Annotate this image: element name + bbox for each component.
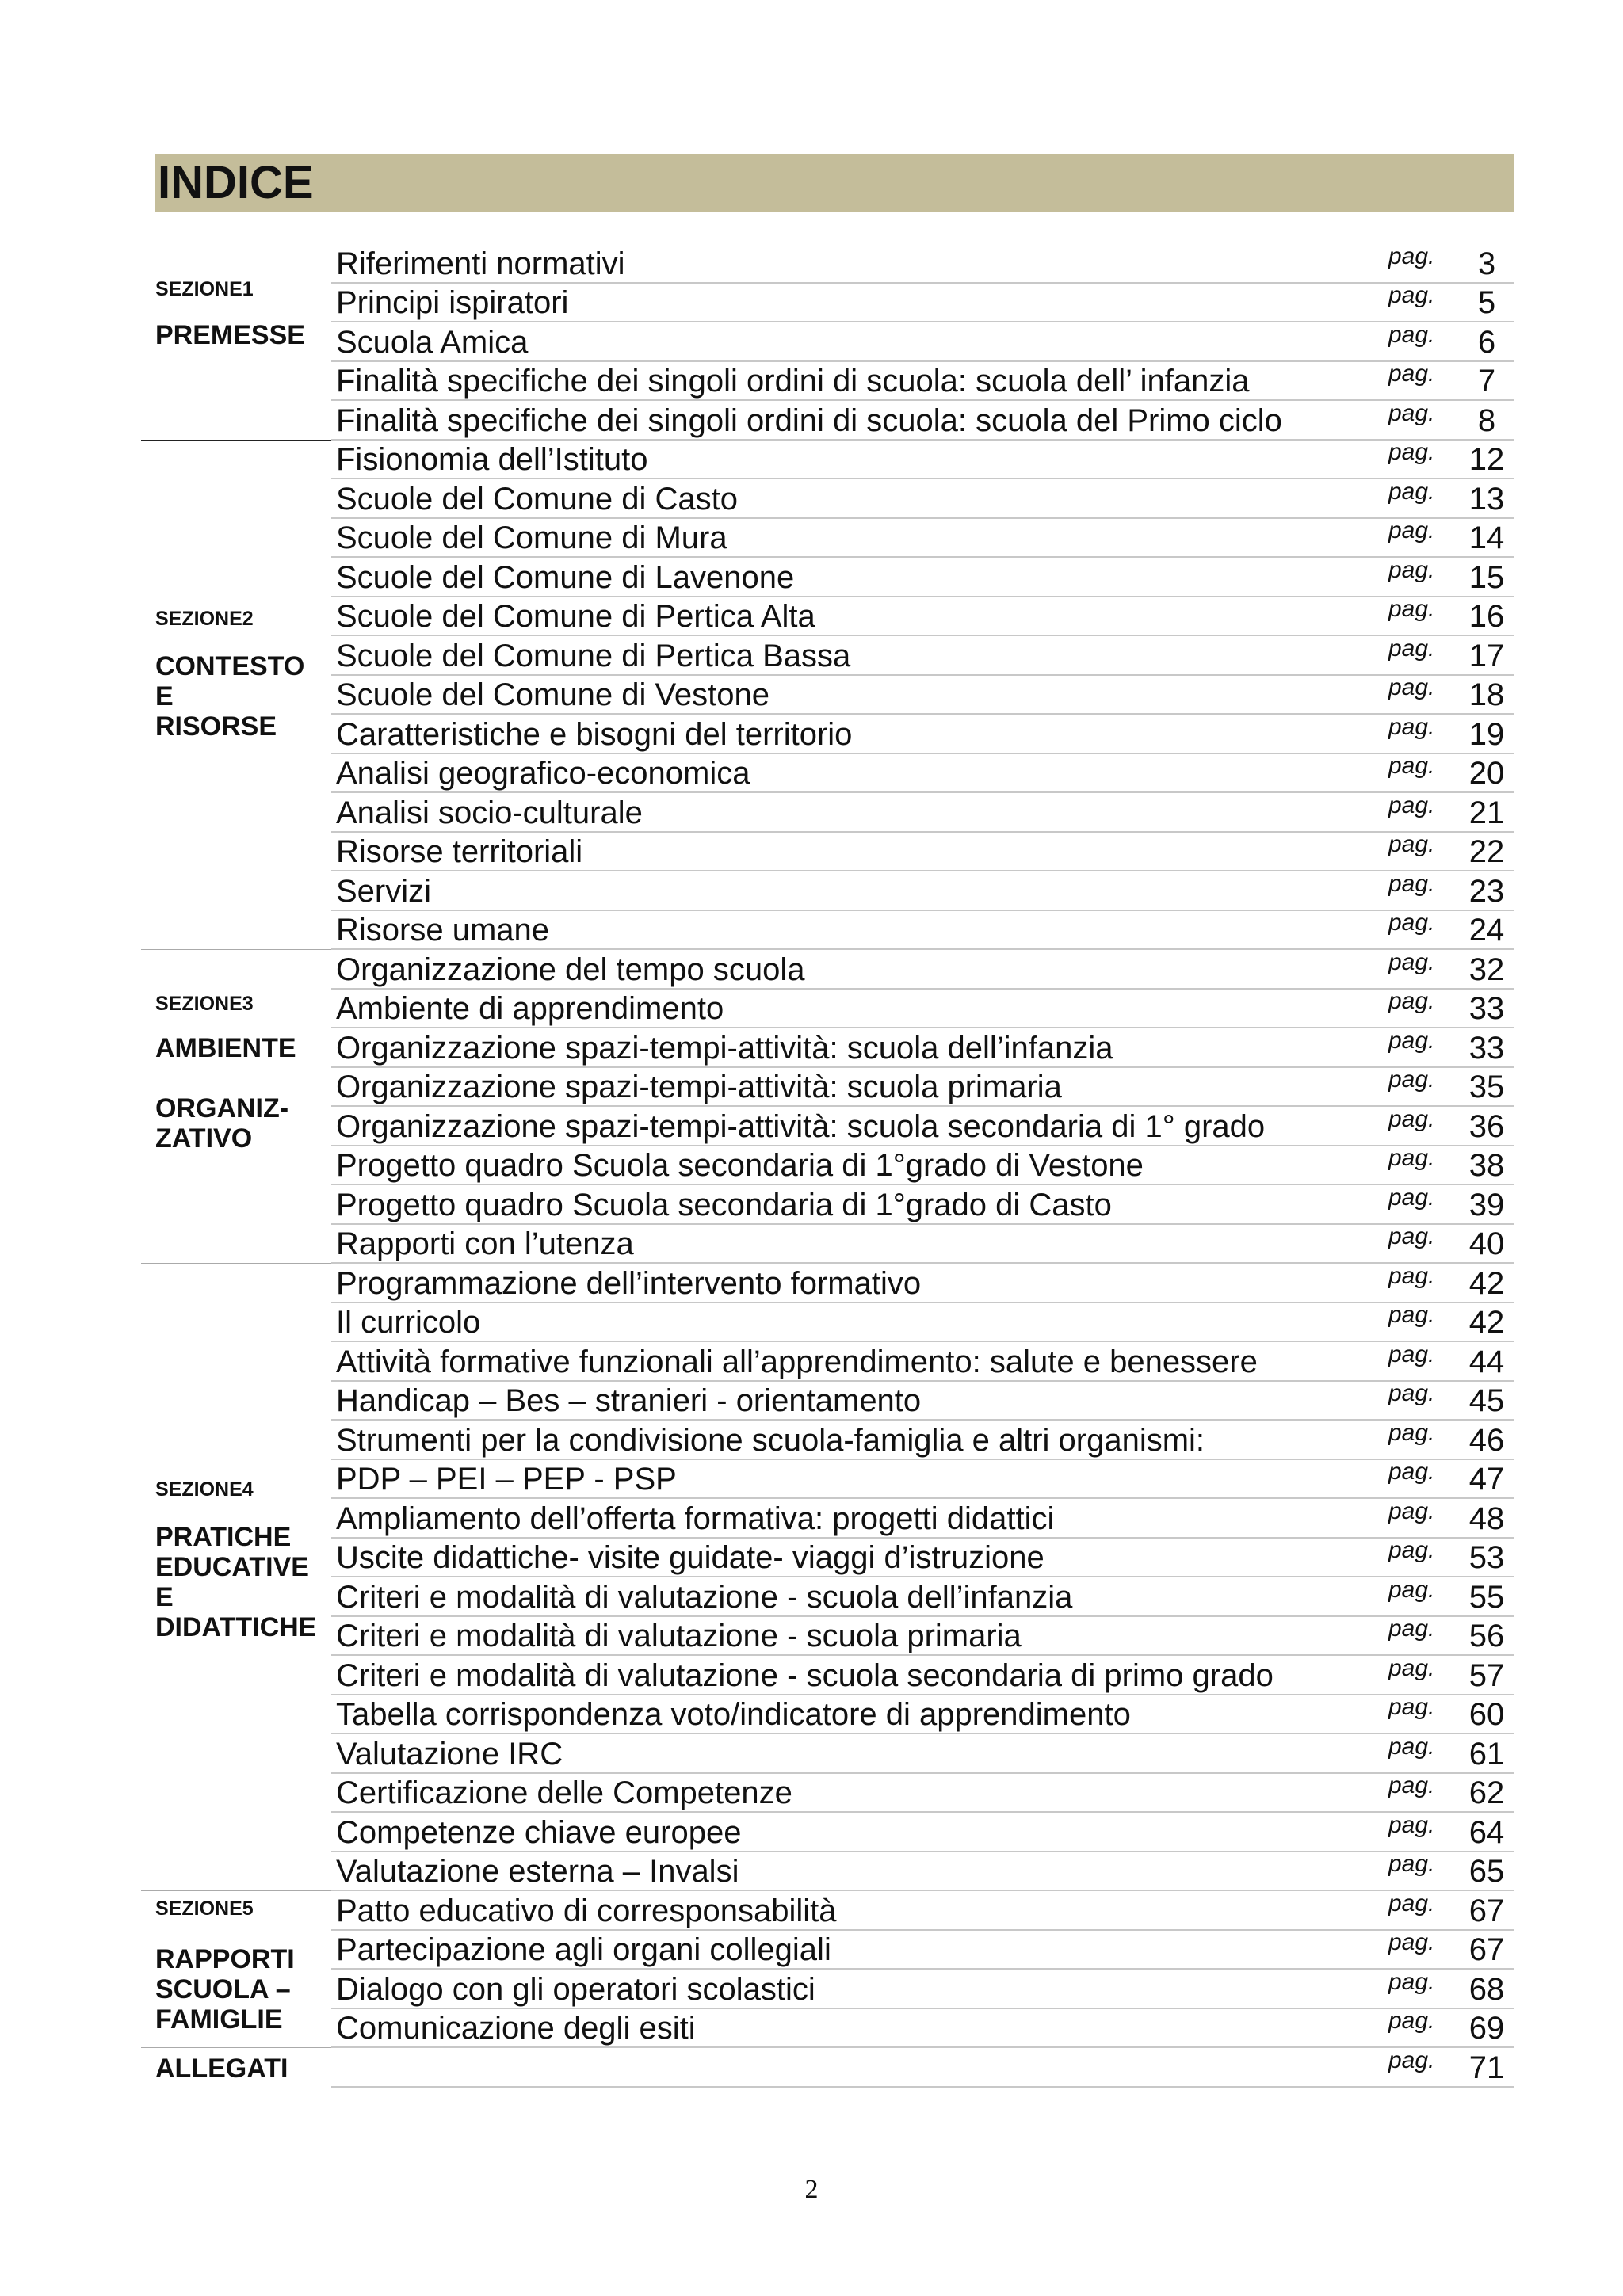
entry-page: 45 [1468,1383,1505,1418]
section-code: SEZIONE3 [155,993,254,1015]
entry-page: 5 [1477,285,1496,320]
pag-label: pag. [1388,360,1435,387]
entry-page: 22 [1468,834,1505,869]
pag-label: pag. [1388,1929,1435,1955]
entry-page: 6 [1477,324,1496,360]
entry-page: 33 [1468,1030,1505,1066]
pag-label: pag. [1388,556,1435,583]
pag-label: pag. [1388,1890,1435,1917]
entry-page: 64 [1468,1814,1505,1850]
entry-page: 12 [1468,442,1505,477]
pag-label: pag. [1388,1497,1435,1524]
section-label [141,244,331,441]
entry-title: Strumenti per la condivisione scuola-famiglia e altri organismi: [336,1422,1205,1458]
entry-page: 53 [1468,1540,1505,1575]
entry-title: Handicap – Bes – stranieri - orientamento [336,1383,922,1418]
entry-title: Scuole del Comune di Lavenone [336,559,795,595]
entry-page: 40 [1468,1226,1505,1261]
entry-page: 69 [1468,2011,1505,2046]
toc-entry[interactable] [331,2048,1514,2088]
toc-entry[interactable] [331,1734,1514,1774]
pag-label: pag. [1388,1654,1435,1681]
pag-label: pag. [1388,1694,1435,1720]
pag-label: pag. [1388,242,1435,269]
entry-page: 7 [1477,364,1496,399]
pag-label: pag. [1388,1184,1435,1211]
pag-label: pag. [1388,870,1435,897]
toc-entry[interactable] [331,990,1514,1029]
entry-page: 67 [1468,1893,1505,1928]
section-1 [141,244,1514,441]
toc-entry[interactable] [331,1185,1514,1225]
section-allegati [141,2048,1514,2088]
toc-entry[interactable] [331,441,1514,480]
toc-entry[interactable] [331,1891,1514,1931]
pag-label: pag. [1388,2008,1435,2034]
pag-label: pag. [1388,1145,1435,1171]
entry-page: 19 [1468,716,1505,752]
entry-title: Scuola Amica [336,324,529,360]
pag-label: pag. [1388,1223,1435,1249]
toc-entry[interactable] [331,1146,1514,1186]
entry-title: Uscite didattiche- visite guidate- viaggi d’istruzione [336,1540,1044,1575]
pag-label: pag. [1388,1380,1435,1406]
toc-entry[interactable] [331,676,1514,715]
toc-entry[interactable] [331,1539,1514,1578]
entry-page: 42 [1468,1265,1505,1301]
toc-entry[interactable] [331,1421,1514,1460]
entry-page: 36 [1468,1108,1505,1144]
entry-title: Valutazione IRC [336,1736,563,1772]
entry-page: 17 [1468,638,1505,673]
entry-title: Valutazione esterna – Invalsi [336,1854,739,1889]
entry-page: 56 [1468,1619,1505,1653]
entry-page: 32 [1468,952,1505,987]
toc-entry[interactable] [331,754,1514,794]
pag-label: pag. [1388,282,1435,308]
entry-page: 16 [1468,599,1505,634]
toc-entry[interactable] [331,1931,1514,1970]
entry-page: 3 [1477,246,1496,281]
entry-title: PDP – PEI – PEP - PSP [336,1462,677,1497]
entry-title: Organizzazione del tempo scuola [336,952,805,987]
entry-title: Riferimenti normativi [336,246,625,281]
entry-page: 35 [1468,1070,1505,1104]
entry-page: 60 [1468,1697,1505,1732]
pag-label: pag. [1388,753,1435,779]
toc-entry[interactable] [331,362,1514,402]
pag-label: pag. [1388,517,1435,543]
pag-label: pag. [1388,1772,1435,1798]
entry-title: Attività formative funzionali all’apprendimento: salute e benessere [336,1344,1258,1379]
entry-page: 71 [1468,2050,1505,2085]
entry-title: Caratteristiche e bisogni del territorio [336,716,853,752]
toc-entry[interactable] [331,1303,1514,1343]
entry-title: Progetto quadro Scuola secondaria di 1°grado di Casto [336,1187,1112,1222]
toc-entry[interactable] [331,1695,1514,1735]
pag-label: pag. [1388,1105,1435,1132]
section-code: SEZIONE2 [155,607,254,630]
toc-entry[interactable] [331,1852,1514,1892]
toc-entry[interactable] [331,1068,1514,1108]
entry-title: Patto educativo di corresponsabilità [336,1893,837,1928]
section-label [141,2048,331,2088]
pag-label: pag. [1388,791,1435,818]
toc-entry[interactable] [331,1813,1514,1852]
section-5 [141,1891,1514,2048]
section-label [141,441,331,951]
index-title: INDICE [155,154,1514,212]
entry-title: Risorse umane [336,913,550,948]
section-name: RAPPORTI SCUOLA – FAMIGLIE [155,1944,295,2035]
section-name: PRATICHE EDUCATIVE E DIDATTICHE [155,1522,317,1642]
entry-page: 18 [1468,677,1505,712]
entry-title: Scuole del Comune di Mura [336,521,727,555]
pag-label: pag. [1388,2046,1435,2073]
pag-label: pag. [1388,674,1435,700]
toc-entry[interactable] [331,2009,1514,2049]
toc-entry[interactable] [331,1499,1514,1539]
pag-label: pag. [1388,831,1435,857]
entry-title: Servizi [336,873,432,909]
section-code: SEZIONE5 [155,1897,254,1920]
pag-label: pag. [1388,1811,1435,1838]
entry-title: Ampliamento dell’offerta formativa: progetti didattici [336,1501,1055,1536]
entry-title: Scuole del Comune di Pertica Alta [336,599,815,634]
entry-page: 42 [1468,1305,1505,1340]
entry-title: Criteri e modalità di valutazione - scuola secondaria di primo grado [336,1657,1274,1693]
section-name: CONTESTO E RISORSE [155,650,305,742]
toc-entry[interactable] [331,1617,1514,1657]
page-number: 2 [804,2175,819,2204]
entry-title: Criteri e modalità di valutazione - scuola dell’infanzia [336,1579,1073,1615]
pag-label: pag. [1388,1419,1435,1446]
pag-label: pag. [1388,1851,1435,1877]
section-label [141,950,331,1264]
section-name: ALLEGATI [155,2054,288,2084]
pag-label: pag. [1388,1302,1435,1328]
entry-title: Principi ispiratori [336,285,569,320]
pag-label: pag. [1388,1262,1435,1289]
section-name: PREMESSE [155,320,305,350]
entry-title: Programmazione dell’intervento formativo [336,1265,922,1301]
pag-label: pag. [1388,478,1435,505]
entry-title: Scuole del Comune di Casto [336,481,738,517]
toc-entry[interactable] [331,1107,1514,1146]
toc-entry[interactable] [331,1342,1514,1382]
entry-page: 14 [1468,521,1505,555]
pag-label: pag. [1388,948,1435,975]
toc-entry[interactable] [331,1970,1514,2009]
toc-entry[interactable] [331,1382,1514,1421]
toc-entry[interactable] [331,636,1514,676]
entry-page: 33 [1468,991,1505,1026]
section-label [141,1891,331,2048]
entry-page: 8 [1477,402,1496,438]
entry-page: 44 [1468,1344,1505,1379]
toc-entry[interactable] [331,519,1514,559]
entry-title: Organizzazione spazi-tempi-attività: scuola dell’infanzia [336,1030,1113,1066]
pag-label: pag. [1388,988,1435,1014]
entry-title: Certificazione delle Competenze [336,1775,792,1810]
toc-entry[interactable] [331,1028,1514,1068]
pag-label: pag. [1388,635,1435,662]
entry-title: Tabella corrispondenza voto/indicatore di apprendimento [336,1697,1131,1732]
entry-title: Scuole del Comune di Vestone [336,677,770,712]
pag-label: pag. [1388,1341,1435,1367]
entry-title: Risorse territoriali [336,834,583,869]
section-3 [141,950,1514,1264]
entry-page: 24 [1468,913,1505,948]
toc-entry[interactable] [331,1225,1514,1264]
entry-page: 39 [1468,1187,1505,1222]
pag-label: pag. [1388,1537,1435,1563]
entry-page: 21 [1468,795,1505,830]
entry-title: Organizzazione spazi-tempi-attività: scuola primaria [336,1070,1062,1104]
toc-entry[interactable] [331,558,1514,597]
entry-page: 67 [1468,1932,1505,1967]
entry-title: Partecipazione agli organi collegiali [336,1932,831,1967]
entry-page: 61 [1468,1736,1505,1772]
toc-entry[interactable] [331,1460,1514,1500]
toc-entry[interactable] [331,597,1514,637]
pag-label: pag. [1388,399,1435,426]
pag-label: pag. [1388,713,1435,740]
entry-page: 38 [1468,1148,1505,1183]
section-2 [141,441,1514,951]
pag-label: pag. [1388,1459,1435,1485]
pag-label: pag. [1388,1615,1435,1642]
entry-page: 65 [1468,1854,1505,1889]
section-name: AMBIENTE ORGANIZ- ZATIVO [155,1033,296,1154]
pag-label: pag. [1388,1027,1435,1054]
toc-entry[interactable] [331,950,1514,990]
entry-title: Ambiente di apprendimento [336,991,724,1026]
entry-page: 20 [1468,756,1505,791]
toc-entry[interactable] [331,244,1514,284]
toc-entry[interactable] [331,911,1514,951]
toc-entry[interactable] [331,401,1514,441]
pag-label: pag. [1388,1576,1435,1603]
entry-title: Rapporti con l’utenza [336,1226,634,1261]
entry-page: 46 [1468,1422,1505,1458]
pag-label: pag. [1388,321,1435,348]
entry-title: Competenze chiave europee [336,1814,742,1850]
pag-label: pag. [1388,910,1435,936]
entry-page: 57 [1468,1657,1505,1693]
entry-title: Il curricolo [336,1305,481,1340]
pag-label: pag. [1388,596,1435,622]
section-code: SEZIONE1 [155,278,254,300]
entry-title: Fisionomia dell’Istituto [336,442,648,477]
toc-entry[interactable] [331,1656,1514,1695]
pag-label: pag. [1388,1733,1435,1760]
entry-page: 15 [1468,559,1505,595]
toc-entry[interactable] [331,793,1514,833]
toc-entry[interactable] [331,322,1514,362]
entry-page: 68 [1468,1971,1505,2007]
entry-title: Analisi socio-culturale [336,795,643,830]
toc-entry[interactable] [331,1774,1514,1814]
toc-entry[interactable] [331,284,1514,323]
toc-entry[interactable] [331,871,1514,911]
toc-entry[interactable] [331,1264,1514,1303]
entry-title: Progetto quadro Scuola secondaria di 1°grado di Vestone [336,1148,1144,1183]
entry-title: Finalità specifiche dei singoli ordini di scuola: scuola del Primo ciclo [336,402,1282,438]
entry-page: 13 [1468,481,1505,517]
section-code: SEZIONE4 [155,1478,254,1501]
entry-title: Finalità specifiche dei singoli ordini di scuola: scuola dell’ infanzia [336,364,1250,399]
entry-title: Organizzazione spazi-tempi-attività: scuola secondaria di 1° grado [336,1108,1266,1144]
section-4 [141,1264,1514,1891]
toc-entry[interactable] [331,1577,1514,1617]
entry-title: Analisi geografico-economica [336,756,750,791]
pag-label: pag. [1388,1066,1435,1093]
toc-entry[interactable] [331,479,1514,519]
section-label [141,1264,331,1891]
entry-title: Criteri e modalità di valutazione - scuola primaria [336,1619,1022,1653]
entry-title: Scuole del Comune di Pertica Bassa [336,638,851,673]
entry-title: Dialogo con gli operatori scolastici [336,1971,815,2007]
pag-label: pag. [1388,1968,1435,1995]
table-of-contents [141,244,1514,2088]
entry-page: 47 [1468,1462,1505,1497]
entry-title: Comunicazione degli esiti [336,2011,696,2046]
entry-page: 48 [1468,1501,1505,1536]
entry-page: 62 [1468,1775,1505,1810]
pag-label: pag. [1388,439,1435,465]
toc-entry[interactable] [331,715,1514,754]
toc-entry[interactable] [331,833,1514,872]
entry-page: 55 [1468,1579,1505,1615]
entry-page: 23 [1468,873,1505,909]
